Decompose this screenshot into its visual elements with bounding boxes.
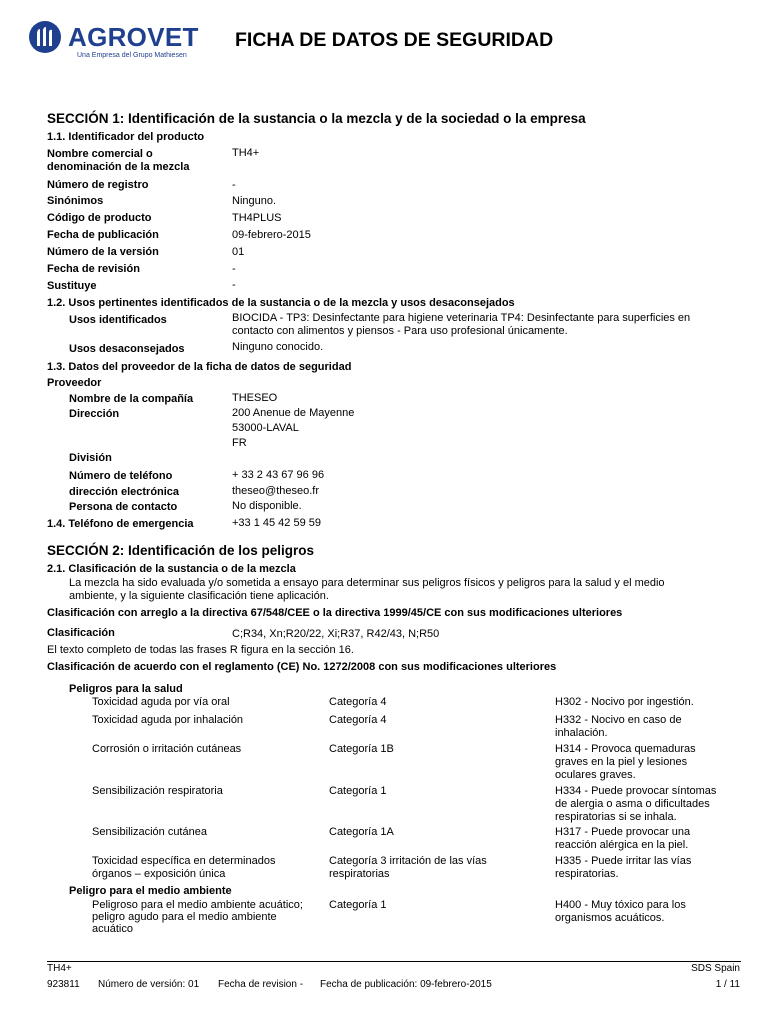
- logo-text: AGROVET: [68, 22, 199, 52]
- hazard-class: Corrosión o irritación cutáneas: [92, 743, 242, 755]
- registration-value: -: [232, 179, 236, 191]
- hazard-category: Categoría 4: [329, 714, 387, 726]
- address-line-2: 53000-LAVAL: [232, 422, 299, 434]
- subsection-1-1: 1.1. Identificador del producto: [47, 131, 205, 143]
- hazard-statement: de alergia o asma o dificultades: [555, 798, 710, 810]
- product-code-value: TH4PLUS: [232, 212, 282, 224]
- company-name-label: Nombre de la compañía: [69, 393, 194, 405]
- footer-doc-number: 923811: [47, 979, 80, 990]
- identified-uses-line-1: BIOCIDA - TP3: Desinfectante para higiene veterinaria TP4: Desinfectante para superficies en: [232, 312, 691, 324]
- hazard-statement: graves en la piel y lesiones: [555, 756, 688, 768]
- hazard-class: Sensibilización cutánea: [92, 826, 207, 838]
- hazard-category: Categoría 1: [329, 785, 387, 797]
- hazard-statement: H335 - Puede irritar las vías: [555, 855, 692, 867]
- hazard-statement: H400 - Muy tóxico para los: [555, 899, 686, 911]
- classification-value: C;R34, Xn;R20/22, Xi;R37, R42/43, N;R50: [232, 628, 440, 640]
- logo-subtitle: Una Empresa del Grupo Mathiesen: [77, 52, 187, 59]
- hazard-statement: organismos acuáticos.: [555, 912, 665, 924]
- registration-label: Número de registro: [47, 179, 149, 191]
- phone-label: Número de teléfono: [69, 470, 173, 482]
- product-code-label: Código de producto: [47, 212, 152, 224]
- footer-divider: [47, 961, 741, 962]
- hazard-statement: reacción alérgica en la piel.: [555, 839, 689, 851]
- trade-name-value: TH4+: [232, 147, 260, 159]
- footer-version: Número de versión: 01: [98, 979, 200, 990]
- environmental-hazards-heading: Peligro para el medio ambiente: [69, 885, 232, 897]
- document-title: FICHA DE DATOS DE SEGURIDAD: [235, 29, 554, 51]
- footer-page-number: 1 / 11: [715, 979, 740, 990]
- footer-revision: Fecha de revision -: [218, 979, 304, 990]
- hazard-class: Toxicidad aguda por vía oral: [92, 696, 230, 708]
- agrovet-logo-icon: [28, 20, 62, 54]
- subsection-1-3: 1.3. Datos del proveedor de la ficha de datos de seguridad: [47, 361, 352, 373]
- hazard-statement: inhalación.: [555, 727, 608, 739]
- hazard-statement: H334 - Puede provocar síntomas: [555, 785, 717, 797]
- contact-person-value: No disponible.: [232, 500, 302, 512]
- trade-name-label: Nombre comercial o denominación de la mezcla: [47, 148, 190, 173]
- identified-uses-label: Usos identificados: [69, 314, 167, 326]
- contact-person-label: Persona de contacto: [69, 501, 178, 513]
- hazard-class: órganos – exposición única: [92, 868, 226, 880]
- hazard-category: Categoría 1B: [329, 743, 394, 755]
- uses-advised-against-value: Ninguno conocido.: [232, 341, 324, 353]
- company-name-value: THESEO: [232, 392, 278, 404]
- hazard-class: peligro agudo para el medio ambiente: [92, 911, 277, 923]
- health-hazards-heading: Peligros para la salud: [69, 683, 183, 695]
- publication-date-label: Fecha de publicación: [47, 229, 159, 241]
- email-label: dirección electrónica: [69, 486, 180, 498]
- hazard-statement: respiratorias.: [555, 868, 619, 880]
- intro-line-1: La mezcla ha sido evaluada y/o sometida a ensayo para determinar sus peligros físicos y peligros para la salud y el medio: [69, 577, 665, 589]
- footer-product: TH4+: [47, 963, 72, 974]
- regulation-classification-heading: Clasificación de acuerdo con el reglamento (CE) No. 1272/2008 con sus modificaciones ulteriores: [47, 661, 557, 673]
- hazard-category: Categoría 1: [329, 899, 387, 911]
- hazard-category: Categoría 1A: [329, 826, 394, 838]
- hazard-statement: oculares graves.: [555, 769, 636, 781]
- revision-date-label: Fecha de revisión: [47, 263, 140, 275]
- intro-line-2: ambiente, y la siguiente clasificación tiene aplicación.: [69, 590, 329, 602]
- footer-publication: Fecha de publicación: 09-febrero-2015: [320, 979, 492, 990]
- subsection-1-2: 1.2. Usos pertinentes identificados de la sustancia o de la mezcla y usos desaconsejados: [47, 297, 515, 309]
- emergency-phone-label: 1.4. Teléfono de emergencia: [47, 518, 194, 530]
- hazard-statement: H317 - Puede provocar una: [555, 826, 691, 838]
- revision-date-value: -: [232, 263, 236, 275]
- subsection-2-1: 2.1. Clasificación de la sustancia o de la mezcla: [47, 563, 296, 575]
- identified-uses-line-2: contacto con alimentos y piensos - Para uso profesional únicamente.: [232, 325, 568, 337]
- hazard-class: Peligroso para el medio ambiente acuático;: [92, 899, 303, 911]
- directive-classification-heading: Clasificación con arreglo a la directiva 67/548/CEE o la directiva 1999/45/CE con sus modificaciones ulteriores: [47, 607, 623, 619]
- hazard-category: Categoría 4: [329, 696, 387, 708]
- address-line-1: 200 Anenue de Mayenne: [232, 407, 355, 419]
- version-value: 01: [232, 246, 245, 258]
- supersedes-value: -: [232, 279, 236, 291]
- phone-value: + 33 2 43 67 96 96: [232, 469, 325, 481]
- hazard-class: Toxicidad aguda por inhalación: [92, 714, 244, 726]
- hazard-class: Sensibilización respiratoria: [92, 785, 223, 797]
- email-value: theseo@theseo.fr: [232, 485, 319, 497]
- hazard-class: Toxicidad específica en determinados: [92, 855, 276, 867]
- hazard-category: respiratorias: [329, 868, 390, 880]
- footer-region: SDS Spain: [691, 963, 740, 974]
- version-label: Número de la versión: [47, 246, 159, 258]
- supersedes-label: Sustituye: [47, 280, 97, 292]
- uses-advised-against-label: Usos desaconsejados: [69, 343, 185, 355]
- emergency-phone-value: +33 1 45 42 59 59: [232, 517, 321, 529]
- address-line-3: FR: [232, 437, 247, 449]
- hazard-category: Categoría 3 irritación de las vías: [329, 855, 487, 867]
- r-phrases-note: El texto completo de todas las frases R figura en la sección 16.: [47, 644, 354, 656]
- hazard-class: acuático: [92, 923, 133, 935]
- section-2-title: SECCIÓN 2: Identificación de los peligros: [47, 543, 315, 558]
- supplier-label: Proveedor: [47, 377, 102, 389]
- synonyms-value: Ninguno.: [232, 195, 277, 207]
- address-label: Dirección: [69, 408, 120, 420]
- hazard-statement: H314 - Provoca quemaduras: [555, 743, 696, 755]
- synonyms-label: Sinónimos: [47, 195, 104, 207]
- hazard-statement: respiratorias si se inhala.: [555, 811, 677, 823]
- hazard-statement: H302 - Nocivo por ingestión.: [555, 696, 694, 708]
- section-1-title: SECCIÓN 1: Identificación de la sustancia o la mezcla y de la sociedad o la empresa: [47, 111, 586, 126]
- division-label: División: [69, 452, 112, 464]
- publication-date-value: 09-febrero-2015: [232, 229, 311, 241]
- classification-label: Clasificación: [47, 627, 115, 639]
- hazard-statement: H332 - Nocivo en caso de: [555, 714, 682, 726]
